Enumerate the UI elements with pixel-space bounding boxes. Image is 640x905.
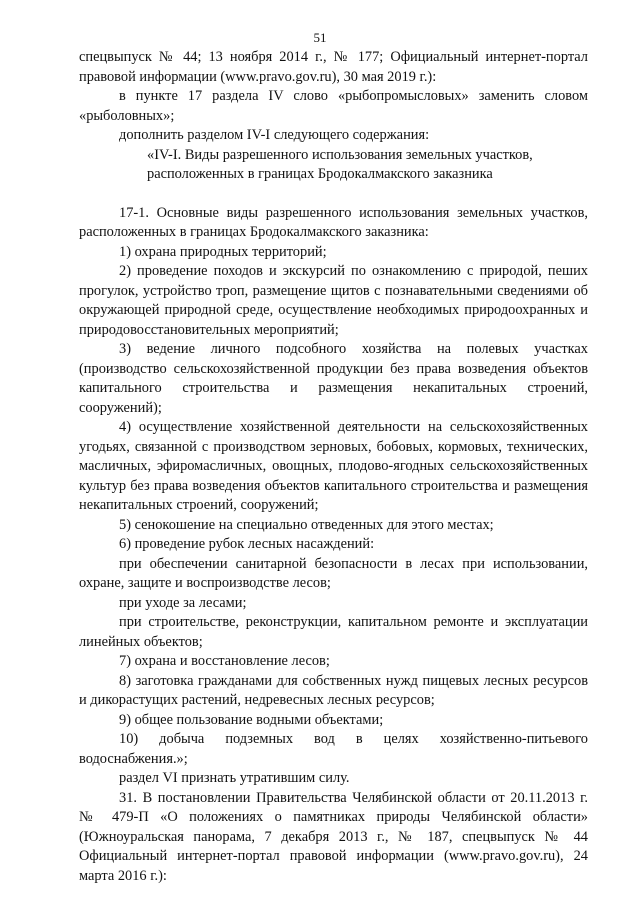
list-item-3: 3) ведение личного подсобного хозяйства на полевых участках (производство сельскохозяйственной продукции без права возведения объектов капитального строительства и размещения некапитальных строений, сооружений); xyxy=(79,341,588,416)
list-item-7: 7) охрана и восстановление лесов; xyxy=(119,653,330,669)
list-item-2: 2) проведение походов и экскурсий по ознакомлению с природой, пеших прогулок, устройство троп, размещение щитов с познавательными сведениями об окружающей природной среде, осуществление необходимых природоохранных и природовосстановительных мероприятий; xyxy=(79,263,588,338)
paragraph-amend-word: в пункте 17 раздела IV слово «рыбопромысловых» заменить словом «рыболовных»; xyxy=(79,88,588,124)
paragraph-17-1: 17-1. Основные виды разрешенного использования земельных участков, расположенных в границах Бродокалмакского заказника: xyxy=(79,204,588,240)
list-item-4: 4) осуществление хозяйственной деятельности на сельскохозяйственных угодьях, связанной с производством зерновых, бобовых, кормовых, технических, масличных, эфиромасличных, овощных, плодово-ягодных сельскохозяйственных культур без права возведения объектов капитального строительства и размещения некапитальных строений, сооружений; xyxy=(79,419,588,513)
sub-item-forest-care: при уходе за лесами; xyxy=(119,594,247,611)
section-heading-line-2: расположенных в границах Бродокалмакского заказника xyxy=(147,166,493,182)
list-item-1: 1) охрана природных территорий; xyxy=(119,243,327,260)
sub-item-sanitary: при обеспечении санитарной безопасности в лесах при использовании, охране, защите и воспроизводстве лесов; xyxy=(79,555,588,591)
list-item-8: 8) заготовка гражданами для собственных нужд пищевых лесных ресурсов и дикорастущих растений, недревесных лесных ресурсов; xyxy=(79,672,588,708)
paragraph-publication-continuation: спецвыпуск № 44; 13 ноября 2014 г., № 177; Официальный интернет-портал правовой информации (www.pravo.gov.ru), 30 мая 2019 г.): xyxy=(79,49,588,85)
section-heading-line-1: «IV-I. Виды разрешенного использования земельных участков, xyxy=(147,146,533,163)
spacer xyxy=(79,185,588,204)
page-number: 51 xyxy=(313,30,327,45)
paragraph-section-vi: раздел VI признать утратившим силу. xyxy=(119,770,350,786)
list-item-9: 9) общее пользование водными объектами; xyxy=(119,711,384,728)
paragraph-add-section: дополнить разделом IV-I следующего содержания: xyxy=(119,127,430,143)
list-item-6: 6) проведение рубок лесных насаждений: xyxy=(119,536,375,552)
document-body xyxy=(79,48,588,886)
sub-item-construction: при строительстве, реконструкции, капитальном ремонте и эксплуатации линейных объектов; xyxy=(79,614,588,650)
paragraph-31: 31. В постановлении Правительства Челябинской области от 20.11.2013 г. № 479-П «О положениях о памятниках природы Челябинской области» (Южноуральская панорама, 7 декабря 2013 г., № 187, спецвыпуск № 44 Официальный интернет-портал правовой информации (www.pravo.gov.ru), 24 марта 2016 г.): xyxy=(79,789,588,884)
list-item-5: 5) сенокошение на специально отведенных для этого местах; xyxy=(119,516,494,533)
list-item-10: 10) добыча подземных вод в целях хозяйственно-питьевого водоснабжения.»; xyxy=(79,731,588,767)
